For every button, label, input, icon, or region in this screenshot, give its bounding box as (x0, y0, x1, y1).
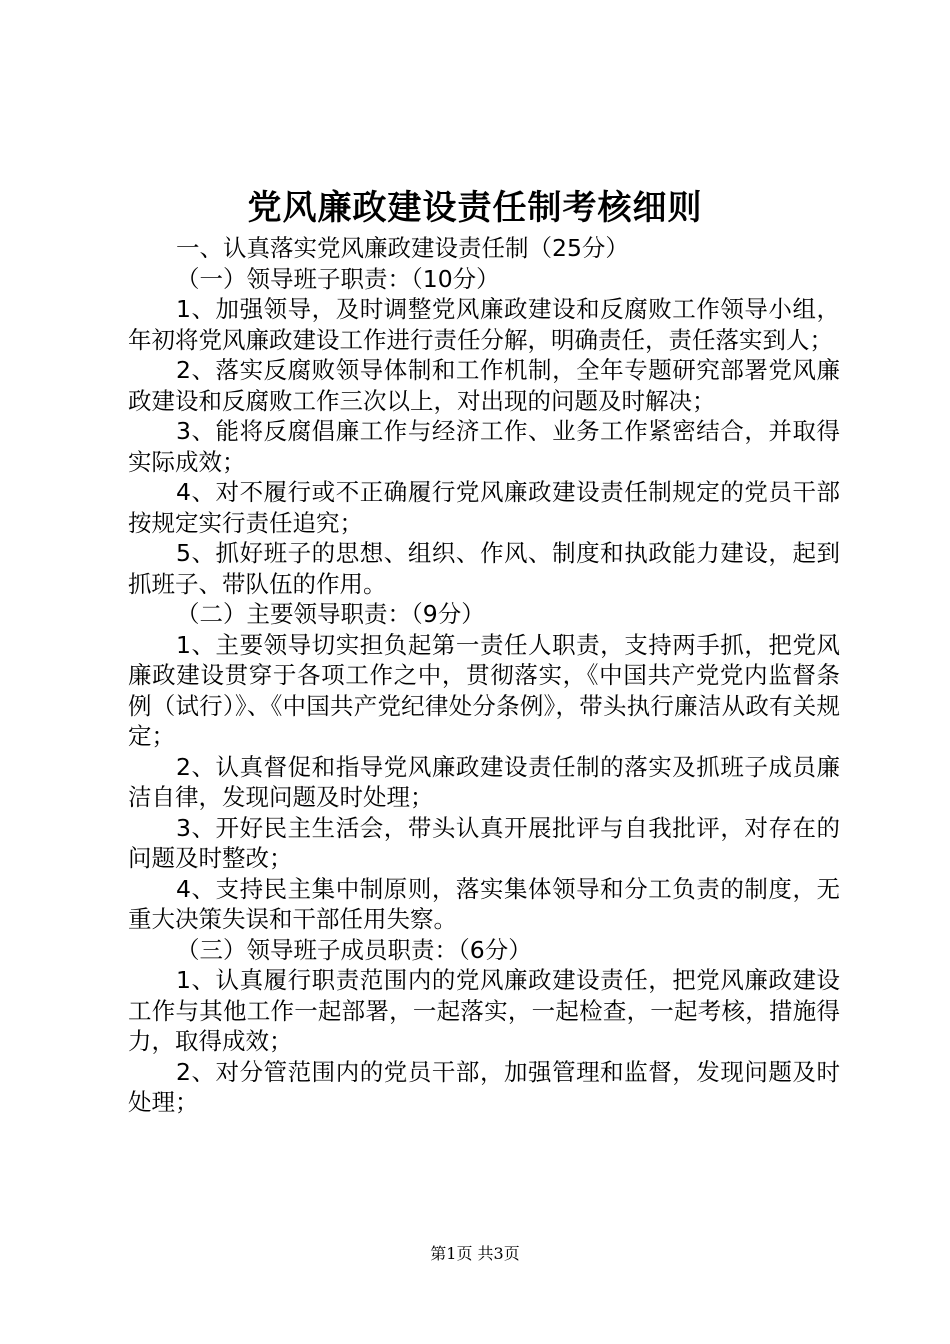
paragraph: 2、认真督促和指导党风廉政建设责任制的落实及抓班子成员廉洁自律，发现问题及时处理； (128, 752, 840, 811)
paragraph: 1、加强领导，及时调整党风廉政建设和反腐败工作领导小组，年初将党风廉政建设工作进行责任分解，明确责任，责任落实到人； (128, 295, 840, 354)
paragraph: 2、对分管范围内的党员干部，加强管理和监督，发现问题及时处理； (128, 1057, 840, 1116)
subsection-heading: （三）领导班子成员职责：（6分） (176, 935, 532, 964)
paragraph: 1、主要领导切实担负起第一责任人职责，支持两手抓，把党风廉政建设贯穿于各项工作之中，贯彻落实，《中国共产党党内监督条例（试行）》、《中国共产党纪律处分条例》，带头执行廉洁从政有关规定； (128, 630, 840, 750)
paragraph: 3、能将反腐倡廉工作与经济工作、业务工作紧密结合，并取得实际成效； (128, 417, 840, 476)
paragraph: 4、对不履行或不正确履行党风廉政建设责任制规定的党员干部按规定实行责任追究； (128, 478, 840, 537)
paragraph: 1、认真履行职责范围内的党风廉政建设责任，把党风廉政建设工作与其他工作一起部署，一起落实，一起检查，一起考核，措施得力，取得成效； (128, 966, 840, 1055)
subsection-heading: （一）领导班子职责：（10分） (176, 264, 500, 293)
paragraph: 5、抓好班子的思想、组织、作风、制度和执政能力建设，起到抓班子、带队伍的作用。 (128, 539, 840, 598)
paragraph: 3、开好民主生活会，带头认真开展批评与自我批评，对存在的问题及时整改； (128, 813, 840, 872)
page-number-footer: 第1页 共3页 (430, 1244, 520, 1263)
document-title: 党风廉政建设责任制考核细则 (247, 188, 703, 228)
subsection-heading: （二）主要领导职责：（9分） (176, 600, 485, 628)
section-heading: 一、认真落实党风廉政建设责任制（25分） (176, 234, 629, 262)
document-body (128, 233, 840, 1118)
paragraph: 2、落实反腐败领导体制和工作机制，全年专题研究部署党风廉政建设和反腐败工作三次以上，对出现的问题及时解决； (128, 356, 840, 415)
paragraph: 4、支持民主集中制原则，落实集体领导和分工负责的制度，无重大决策失误和干部任用失察。 (128, 874, 840, 933)
